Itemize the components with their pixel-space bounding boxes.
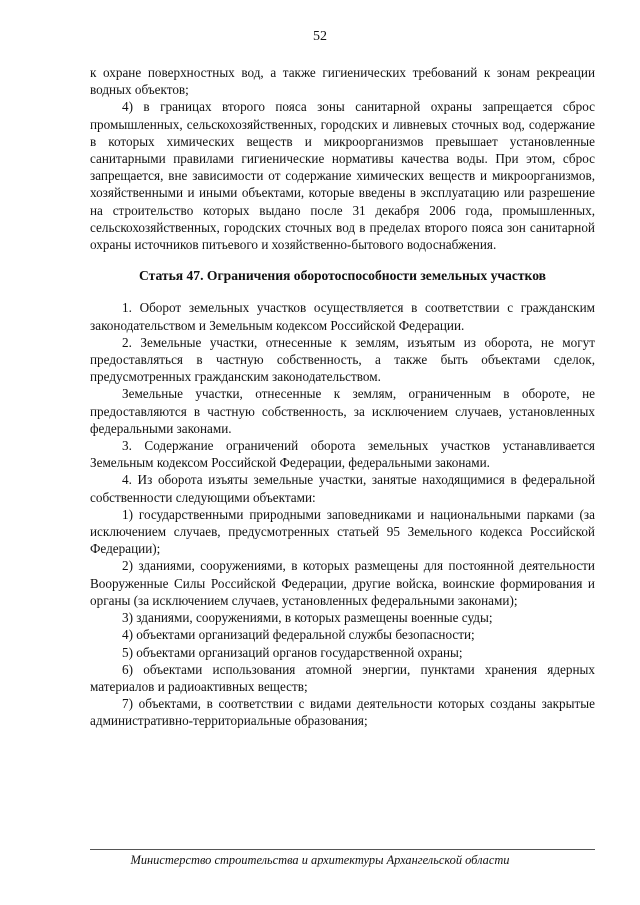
paragraph: 4. Из оборота изъяты земельные участки, занятые находящимися в федеральной собственности следующими объектами: — [90, 472, 595, 505]
list-item: 7) объектами, в соответствии с видами деятельности которых созданы закрытые административно-территориальные образования; — [90, 696, 595, 729]
list-item: 2) зданиями, сооружениями, в которых размещены для постоянной деятельности Вооруженные Силы Российской Федерации, другие войска, воинские формирования и органы (за исключением случаев, установленных федеральными законами); — [90, 558, 595, 608]
paragraph: 2. Земельные участки, отнесенные к землям, изъятым из оборота, не могут предоставляться в частную собственность, а также быть объектами сделок, предусмотренных гражданским законодательством. — [90, 334, 595, 385]
paragraph: 1. Оборот земельных участков осуществляется в соответствии с гражданским законодательством и Земельным кодексом Российской Федерации. — [90, 300, 595, 333]
paragraph: Земельные участки, отнесенные к землям, ограниченным в обороте, не предоставляются в частную собственность, за исключением случаев, установленных федеральными законами. — [90, 386, 595, 436]
paragraph: 3. Содержание ограничений оборота земельных участков устанавливается Земельным кодексом Российской Федерации, федеральными законами. — [90, 438, 595, 471]
document-body — [90, 64, 595, 730]
paragraph: 4) в границах второго пояса зоны санитарной охраны запрещается сброс промышленных, сельскохозяйственных, городских и ливневых сточных вод, содержание в которых химических веществ и микроорганизмов превышает установленные санитарными правилами гигиенические нормативы качества воды. При этом, сброс запрещается, вне зависимости от содержание химических веществ и микроорганизмов, хозяйственными и иными объектами, которые введены в эксплуатацию или разрешение на строительство которых выдано после 31 декабря 2006 года, промышленных, сельскохозяйственных, городских сточных вод в пределах второго пояса зон санитарной охраны источников питьевого и хозяйственно-бытового водоснабжения. — [90, 99, 595, 253]
list-item: 6) объектами использования атомной энергии, пунктами хранения ядерных материалов и радиоактивных веществ; — [90, 661, 595, 694]
list-item: 4) объектами организаций федеральной службы безопасности; — [122, 627, 475, 643]
list-item: 5) объектами организаций органов государственной охраны; — [122, 644, 463, 660]
footer-divider — [90, 849, 595, 850]
list-item: 3) зданиями, сооружениями, в которых размещены военные суды; — [122, 610, 493, 626]
list-item: 1) государственными природными заповедниками и национальными парками (за исключением случаев, предусмотренных статьей 95 Земельного кодекса Российской Федерации); — [90, 506, 595, 557]
page-footer: Министерство строительства и архитектуры Архангельской области — [130, 853, 510, 867]
paragraph: к охране поверхностных вод, а также гигиенических требований к зонам рекреации водных объектов; — [90, 65, 595, 98]
article-title: Статья 47. Ограничения оборотоспособности земельных участков — [138, 268, 547, 284]
page-number: 52 — [313, 29, 327, 44]
